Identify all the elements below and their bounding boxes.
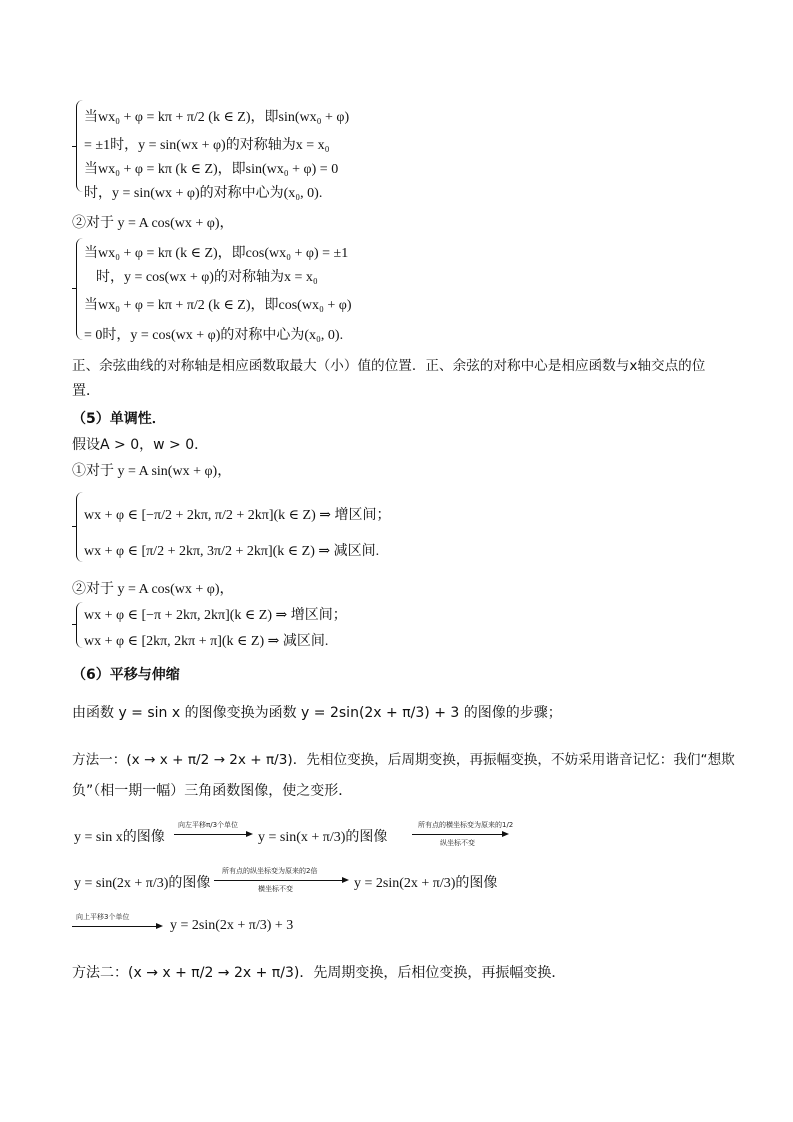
- step1-arrow-label: 向左平移π/3个单位: [178, 821, 239, 829]
- sin-axis-line-2: = ±1时，y = sin(wx + φ)的对称轴为x = x₀: [84, 138, 330, 153]
- step3-arrow-label-bottom: 横坐标不变: [258, 885, 293, 893]
- mono-sin-heading: ①对于 y = A sin(wx + φ)，: [72, 464, 232, 479]
- brace-mid-cos: [72, 288, 77, 289]
- symmetry-summary-line-2: 置．: [72, 383, 100, 399]
- sin-center-line-1: 当wx₀ + φ = kπ (k ∈ Z)，即sin(wx₀ + φ) = 0: [84, 162, 339, 177]
- step3-arrow-label-top: 所有点的纵坐标变为原来的2倍: [222, 867, 318, 875]
- cos-symmetry-heading: ②对于 y = A cos(wx + φ)，: [72, 216, 234, 231]
- brace-mono-cos: [76, 602, 83, 648]
- method-two-line: 方法二：(x → x + π/2 → 2x + π/3)．先周期变换，后相位变换，再振幅变换．: [72, 965, 566, 981]
- mono-cos-heading: ②对于 y = A cos(wx + φ)，: [72, 582, 234, 597]
- symmetry-summary-line-1: 正、余弦曲线的对称轴是相应函数取最大（小）值的位置．正、余弦的对称中心是相应函数与x轴交点的位: [72, 358, 706, 374]
- cos-center-line-2: = 0时，y = cos(wx + φ)的对称中心为(x₀, 0).: [84, 328, 344, 343]
- step4-arrow-line: [72, 926, 158, 927]
- mono-sin-increasing: wx + φ ∈ [−π/2 + 2kπ, π/2 + 2kπ](k ∈ Z) ⇒ 增区间；: [84, 508, 391, 523]
- sin-center-line-2: 时，y = sin(wx + φ)的对称中心为(x₀, 0).: [84, 186, 323, 201]
- step3-arrow-head: [342, 877, 349, 883]
- method-one-line-2: 负”（相一期一幅）三角函数图像，使之变形．: [72, 783, 353, 799]
- brace-mid-mono-cos: [72, 624, 77, 625]
- brace-mono-sin: [76, 492, 83, 562]
- transform-heading: （6）平移与伸缩: [72, 667, 180, 683]
- method-one-line-1: 方法一：(x → x + π/2 → 2x + π/3)．先相位变换，后周期变换，再振幅变换，不妨采用谐音记忆：我们“想欺: [72, 752, 735, 768]
- step2-arrow-line: [412, 834, 504, 835]
- cos-center-line-1: 当wx₀ + φ = kπ + π/2 (k ∈ Z)，即cos(wx₀ + φ): [84, 298, 352, 313]
- step4-arrow-label: 向上平移3个单位: [76, 913, 130, 921]
- cos-axis-line-2: 时，y = cos(wx + φ)的对称轴为x = x₀: [96, 270, 318, 285]
- cos-axis-line-1: 当wx₀ + φ = kπ (k ∈ Z)，即cos(wx₀ + φ) = ±1: [84, 246, 349, 261]
- transform-intro: 由函数 y = sin x 的图像变换为函数 y = 2sin(2x + π/3) + 3 的图像的步骤；: [72, 705, 562, 721]
- sin-axis-line-1: 当wx₀ + φ = kπ + π/2 (k ∈ Z)，即sin(wx₀ + φ): [84, 110, 350, 125]
- monotonicity-heading: （5）单调性．: [72, 411, 166, 427]
- step3-from: y = sin(2x + π/3)的图像: [74, 876, 211, 891]
- step1-arrow-head: [246, 831, 253, 837]
- step1-from: y = sin x的图像: [74, 830, 165, 845]
- brace-mid-mono-sin: [72, 526, 77, 527]
- step2-arrow-label-bottom: 纵坐标不变: [440, 839, 475, 847]
- step2-arrow-label-top: 所有点的横坐标变为原来的1/2: [418, 821, 514, 829]
- step1-arrow-line: [174, 834, 248, 835]
- mono-cos-decreasing: wx + φ ∈ [2kπ, 2kπ + π](k ∈ Z) ⇒ 减区间.: [84, 634, 329, 649]
- brace-mid-sin: [72, 146, 77, 147]
- step4-to: y = 2sin(2x + π/3) + 3: [170, 918, 294, 933]
- mono-sin-decreasing: wx + φ ∈ [π/2 + 2kπ, 3π/2 + 2kπ](k ∈ Z) ⇒ 减区间.: [84, 544, 380, 559]
- brace-sin-symmetry: [76, 100, 83, 192]
- step3-arrow-line: [214, 880, 344, 881]
- step3-to: y = 2sin(2x + π/3)的图像: [354, 876, 498, 891]
- monotonicity-assumption: 假设A > 0，w > 0．: [72, 437, 209, 453]
- step4-arrow-head: [156, 923, 163, 929]
- brace-cos-symmetry: [76, 238, 83, 340]
- mono-cos-increasing: wx + φ ∈ [−π + 2kπ, 2kπ](k ∈ Z) ⇒ 增区间；: [84, 608, 347, 623]
- step2-arrow-head: [502, 831, 509, 837]
- step1-to: y = sin(x + π/3)的图像: [258, 830, 388, 845]
